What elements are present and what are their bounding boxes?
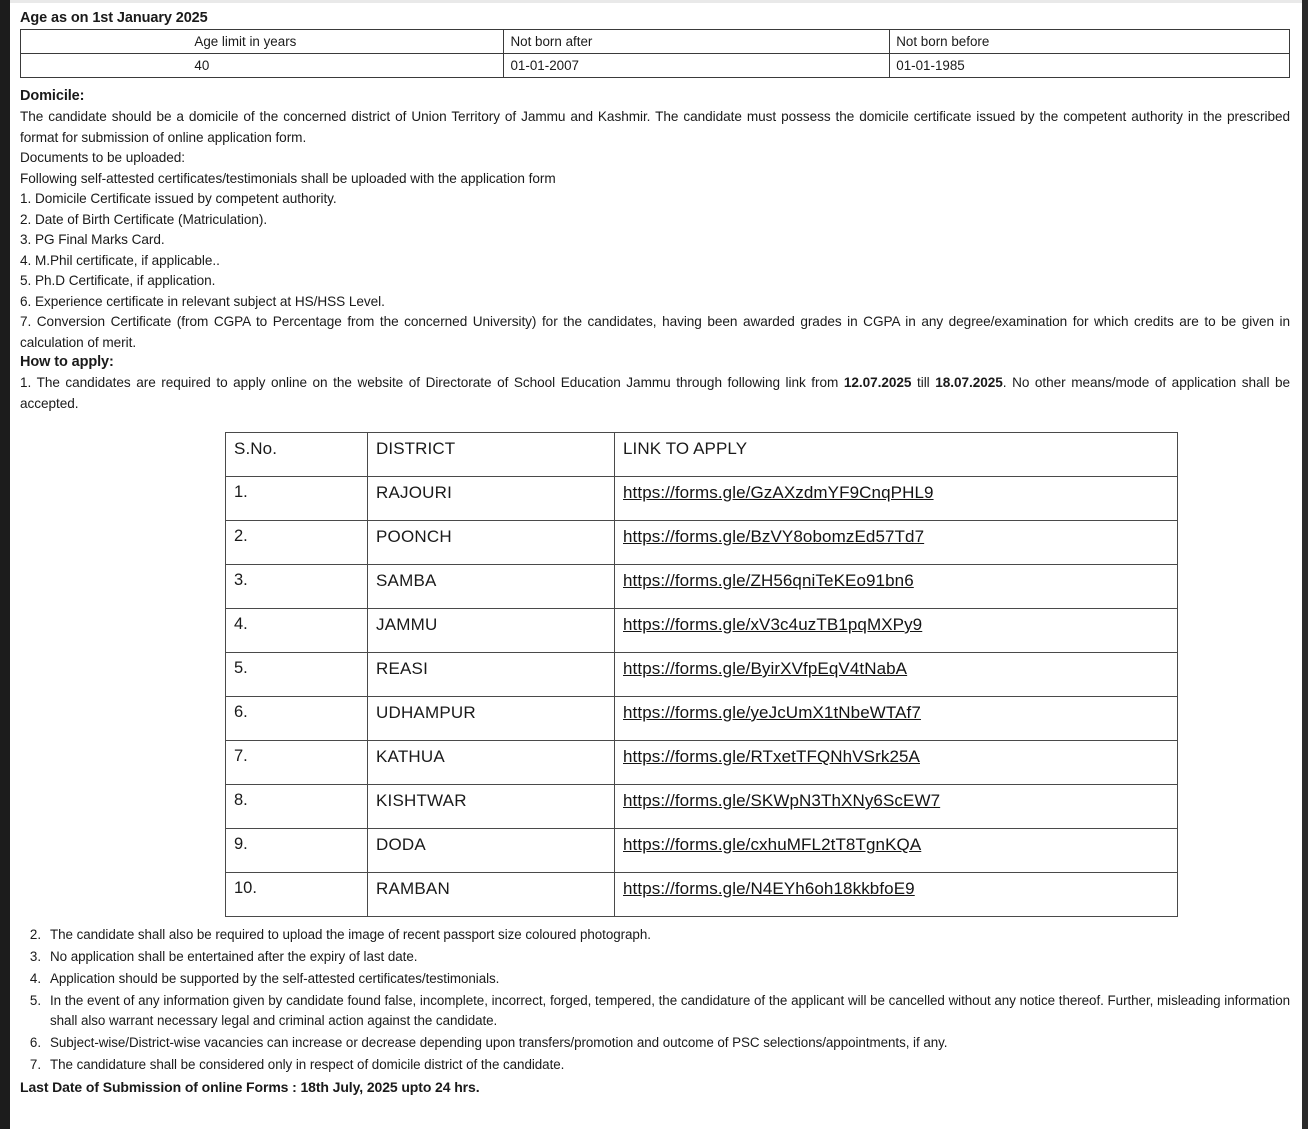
row-link-cell: [615, 477, 1178, 521]
row-sno: 7.: [226, 741, 368, 785]
list-item-number: 4.: [29, 971, 41, 986]
how-to-apply-text-mid: till: [911, 375, 936, 390]
row-district: DODA: [368, 829, 615, 873]
table-row: [226, 741, 1178, 785]
document-content: [10, 0, 1302, 1129]
list-item-text: The candidature shall be considered only in respect of domicile district of the candidate.: [50, 1057, 565, 1072]
list-item-text: No application shall be entertained after the expiry of last date.: [50, 949, 418, 964]
table-header-row: [21, 30, 1290, 54]
apply-link[interactable]: https://forms.gle/cxhuMFL2tT8TgnKQA: [623, 835, 922, 854]
row-link-cell: [615, 873, 1178, 917]
page-left-edge-shadow: [0, 0, 10, 1129]
list-item: [20, 991, 1290, 1031]
age-value-not-born-after: 01-01-2007: [504, 54, 890, 78]
document-item-1: 1. Domicile Certificate issued by competent authority.: [20, 191, 337, 206]
list-item: [20, 947, 1290, 967]
list-item-text: Subject-wise/District-wise vacancies can increase or decrease depending upon transfers/promotion and outcome of PSC selections/appointments, if any.: [50, 1035, 948, 1050]
row-sno: 2.: [226, 521, 368, 565]
list-item-number: 6.: [29, 1035, 41, 1050]
row-sno: 8.: [226, 785, 368, 829]
apply-link[interactable]: https://forms.gle/SKWpN3ThXNy6ScEW7: [623, 791, 941, 810]
apply-link[interactable]: https://forms.gle/xV3c4uzTB1pqMXPy9: [623, 615, 923, 634]
list-item-number: 7.: [29, 1057, 41, 1072]
page-right-edge-shadow: [1302, 0, 1308, 1129]
table-row: [226, 653, 1178, 697]
row-link-cell: [615, 697, 1178, 741]
documents-heading: Documents to be uploaded:: [20, 150, 186, 165]
list-item: [20, 925, 1290, 945]
column-header-district: DISTRICT: [368, 433, 615, 477]
row-district: RAMBAN: [368, 873, 615, 917]
row-link-cell: [615, 741, 1178, 785]
list-item: [20, 1033, 1290, 1053]
age-header-not-born-after: Not born after: [504, 30, 890, 54]
row-link-cell: [615, 521, 1178, 565]
apply-start-date: 12.07.2025: [843, 375, 912, 390]
table-row: [226, 829, 1178, 873]
age-value-blank: [21, 54, 181, 78]
apply-link[interactable]: https://forms.gle/BzVY8obomzEd57Td7: [623, 527, 925, 546]
age-limit-table: [20, 29, 1290, 78]
table-row: [226, 873, 1178, 917]
row-district: UDHAMPUR: [368, 697, 615, 741]
list-item-number: 5.: [29, 993, 41, 1008]
how-to-apply-text-part1: 1. The candidates are required to apply online on the website of Directorate of School Education Jammu through following link from: [20, 375, 844, 390]
district-link-table-wrapper: [225, 432, 1178, 917]
domicile-paragraph: The candidate should be a domicile of the concerned district of Union Territory of Jammu and Kashmir. The candidate must possess the domicile certificate issued by the competent authority in the prescribed format for submission of online application form.: [20, 109, 1290, 145]
list-item-text: In the event of any information given by candidate found false, incomplete, incorrect, forged, tempered, the candidature of the applicant will be cancelled without any notice thereof. Further, misleading information shall also warrant necessary legal and criminal action against the candidate.: [50, 993, 1290, 1028]
how-to-apply-item-1: [20, 373, 1290, 414]
table-row: [226, 521, 1178, 565]
apply-link[interactable]: https://forms.gle/GzAXzdmYF9CnqPHL9: [623, 483, 934, 502]
row-district: RAJOURI: [368, 477, 615, 521]
row-sno: 4.: [226, 609, 368, 653]
section-spacer: [20, 78, 1290, 87]
row-district: POONCH: [368, 521, 615, 565]
age-header-limit: Age limit in years: [180, 30, 504, 54]
table-header-row: [226, 433, 1178, 477]
row-sno: 1.: [226, 477, 368, 521]
how-to-apply-heading: How to apply:: [20, 354, 114, 370]
apply-link[interactable]: https://forms.gle/RTxetTFQNhVSrk25A: [623, 747, 920, 766]
document-item-4: 4. M.Phil certificate, if applicable..: [20, 252, 220, 268]
apply-link[interactable]: https://forms.gle/ByirXVfpEqV4tNabA: [623, 659, 908, 678]
row-sno: 9.: [226, 829, 368, 873]
column-header-link: LINK TO APPLY: [615, 433, 1178, 477]
table-row: [226, 785, 1178, 829]
age-value-limit: 40: [180, 54, 504, 78]
list-item-text: The candidate shall also be required to upload the image of recent passport size coloured photograph.: [50, 927, 651, 942]
last-date-of-submission: Last Date of Submission of online Forms : 18th July, 2025 upto 24 hrs.: [20, 1079, 480, 1095]
age-header-blank: [21, 30, 181, 54]
table-row: [226, 697, 1178, 741]
row-link-cell: [615, 785, 1178, 829]
apply-link[interactable]: https://forms.gle/N4EYh6oh18kkbfoE9: [623, 879, 915, 898]
table-row: [226, 565, 1178, 609]
row-sno: 6.: [226, 697, 368, 741]
row-link-cell: [615, 565, 1178, 609]
how-to-apply-text-part2: . No other means/mode of application shall be accepted.: [20, 375, 1291, 411]
document-item-7: 7. Conversion Certificate (from CGPA to Percentage from the concerned University) for the candidates, having been awarded grades in CGPA in any degree/examination for which credits are to be given in calculation of merit.: [20, 314, 1290, 350]
list-item: [20, 969, 1290, 989]
apply-link[interactable]: https://forms.gle/yeJcUmX1tNbeWTAf7: [623, 703, 921, 722]
district-link-table: [225, 432, 1178, 917]
footer-conditions-list: [20, 925, 1290, 1075]
document-item-2: 2. Date of Birth Certificate (Matriculation).: [20, 211, 268, 227]
row-district: KISHTWAR: [368, 785, 615, 829]
age-value-not-born-before: 01-01-1985: [890, 54, 1290, 78]
documents-intro: Following self-attested certificates/testimonials shall be uploaded with the application form: [20, 170, 556, 186]
row-district: KATHUA: [368, 741, 615, 785]
domicile-heading: Domicile:: [20, 88, 85, 104]
document-item-6: 6. Experience certificate in relevant subject at HS/HSS Level.: [20, 293, 385, 309]
age-section-heading: Age as on 1st January 2025: [20, 10, 208, 26]
age-header-not-born-before: Not born before: [890, 30, 1290, 54]
document-item-3: 3. PG Final Marks Card.: [20, 232, 165, 247]
apply-link[interactable]: https://forms.gle/ZH56qniTeKEo91bn6: [623, 571, 914, 590]
table-row: [21, 54, 1290, 78]
table-row: [226, 609, 1178, 653]
list-item-text: Application should be supported by the self-attested certificates/testimonials.: [50, 971, 500, 986]
row-district: SAMBA: [368, 565, 615, 609]
list-item: [20, 1055, 1290, 1075]
document-item-5: 5. Ph.D Certificate, if application.: [20, 273, 216, 288]
row-sno: 10.: [226, 873, 368, 917]
row-sno: 5.: [226, 653, 368, 697]
row-district: REASI: [368, 653, 615, 697]
row-link-cell: [615, 829, 1178, 873]
row-link-cell: [615, 653, 1178, 697]
column-header-sno: S.No.: [226, 433, 368, 477]
apply-end-date: 18.07.2025: [935, 375, 1003, 390]
list-item-number: 2.: [29, 927, 41, 942]
cut-off-top-text: [20, 0, 1290, 9]
table-row: [226, 477, 1178, 521]
list-item-number: 3.: [29, 949, 41, 964]
row-district: JAMMU: [368, 609, 615, 653]
row-link-cell: [615, 609, 1178, 653]
row-sno: 3.: [226, 565, 368, 609]
